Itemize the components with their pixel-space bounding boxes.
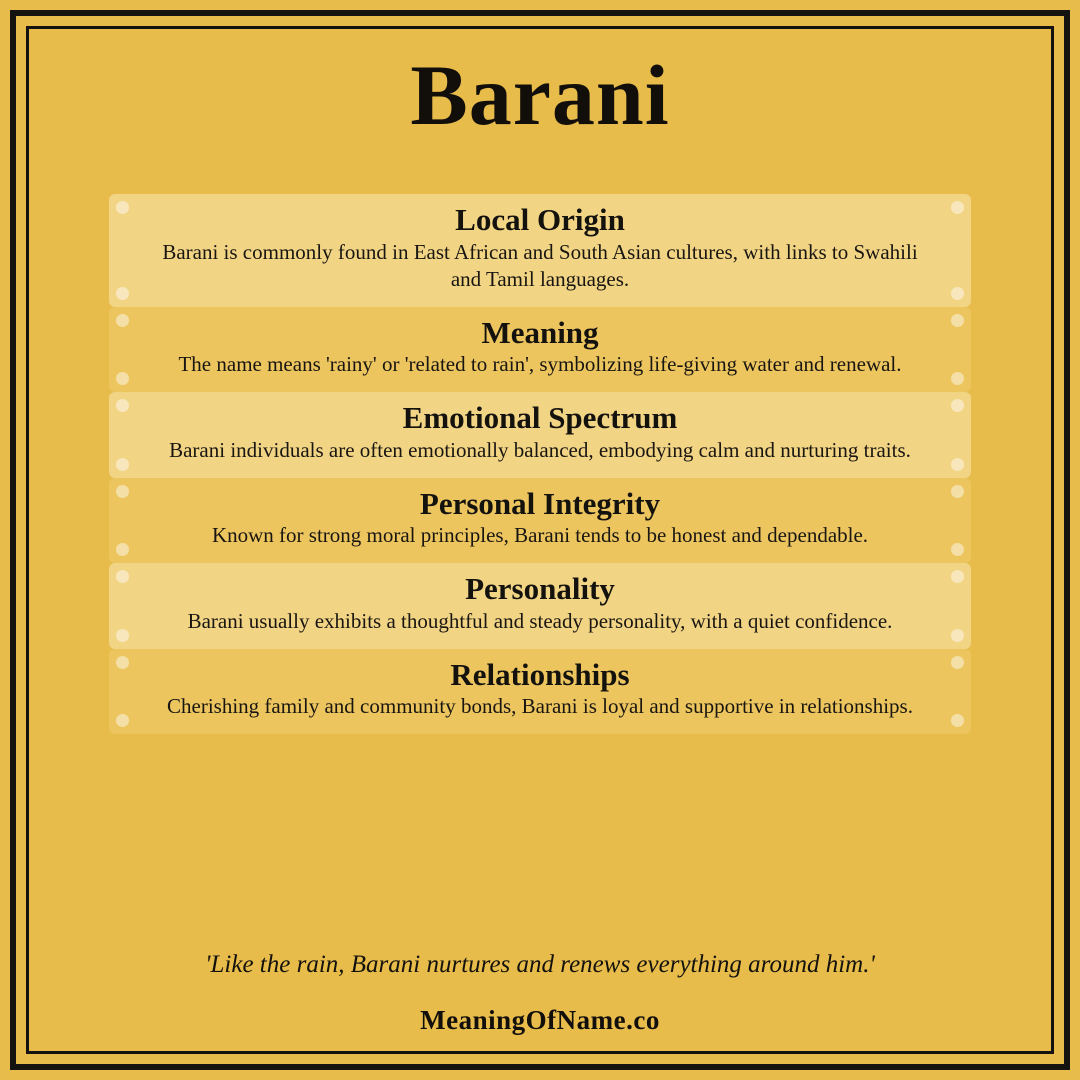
section-body: The name means 'rainy' or 'related to rain', symbolizing life-giving water and renewal. bbox=[178, 352, 902, 377]
notch-icon bbox=[116, 485, 129, 498]
section-body: Cherishing family and community bonds, Barani is loyal and supportive in relationships. bbox=[167, 694, 913, 719]
section-card-personal-integrity bbox=[109, 478, 971, 564]
section-body: Known for strong moral principles, Barani tends to be honest and dependable. bbox=[211, 523, 869, 548]
notch-icon bbox=[951, 485, 964, 498]
section-body: Barani usually exhibits a thoughtful and steady personality, with a quiet confidence. bbox=[187, 608, 893, 633]
section-heading: Local Origin bbox=[455, 202, 625, 238]
sections-list bbox=[109, 194, 971, 734]
notch-icon bbox=[951, 656, 964, 669]
notch-icon bbox=[116, 570, 129, 583]
section-card-personality bbox=[109, 563, 971, 649]
section-card-relationships bbox=[109, 649, 971, 735]
page-title: Barani bbox=[410, 47, 670, 143]
notch-icon bbox=[951, 372, 964, 385]
notch-icon bbox=[116, 314, 129, 327]
notch-icon bbox=[116, 543, 129, 556]
notch-icon bbox=[951, 570, 964, 583]
notch-icon bbox=[951, 201, 964, 214]
notch-icon bbox=[951, 543, 964, 556]
section-heading: Emotional Spectrum bbox=[402, 400, 678, 436]
section-card-emotional-spectrum bbox=[109, 392, 971, 478]
section-body: Barani is commonly found in East African and South Asian cultures, with links to Swahili and Tamil languages. bbox=[162, 239, 918, 291]
section-heading: Personality bbox=[465, 571, 615, 607]
notch-icon bbox=[951, 314, 964, 327]
notch-icon bbox=[116, 714, 129, 727]
section-card-meaning bbox=[109, 307, 971, 393]
poster-content bbox=[40, 34, 1040, 1046]
notch-icon bbox=[951, 458, 964, 471]
notch-icon bbox=[951, 629, 964, 642]
notch-icon bbox=[116, 372, 129, 385]
notch-icon bbox=[116, 656, 129, 669]
brand-name: MeaningOfName.co bbox=[420, 1005, 660, 1035]
notch-icon bbox=[116, 201, 129, 214]
section-body: Barani individuals are often emotionally balanced, embodying calm and nurturing traits. bbox=[169, 437, 911, 462]
notch-icon bbox=[116, 399, 129, 412]
poster-footer bbox=[40, 951, 1040, 1046]
section-heading: Relationships bbox=[450, 656, 630, 692]
section-card-local-origin bbox=[109, 194, 971, 306]
notch-icon bbox=[116, 287, 129, 300]
quote-text: 'Like the rain, Barani nurtures and renews everything around him.' bbox=[205, 951, 875, 978]
notch-icon bbox=[951, 399, 964, 412]
notch-icon bbox=[116, 629, 129, 642]
section-heading: Meaning bbox=[481, 314, 599, 350]
notch-icon bbox=[116, 458, 129, 471]
section-heading: Personal Integrity bbox=[419, 485, 661, 521]
notch-icon bbox=[951, 714, 964, 727]
notch-icon bbox=[951, 287, 964, 300]
